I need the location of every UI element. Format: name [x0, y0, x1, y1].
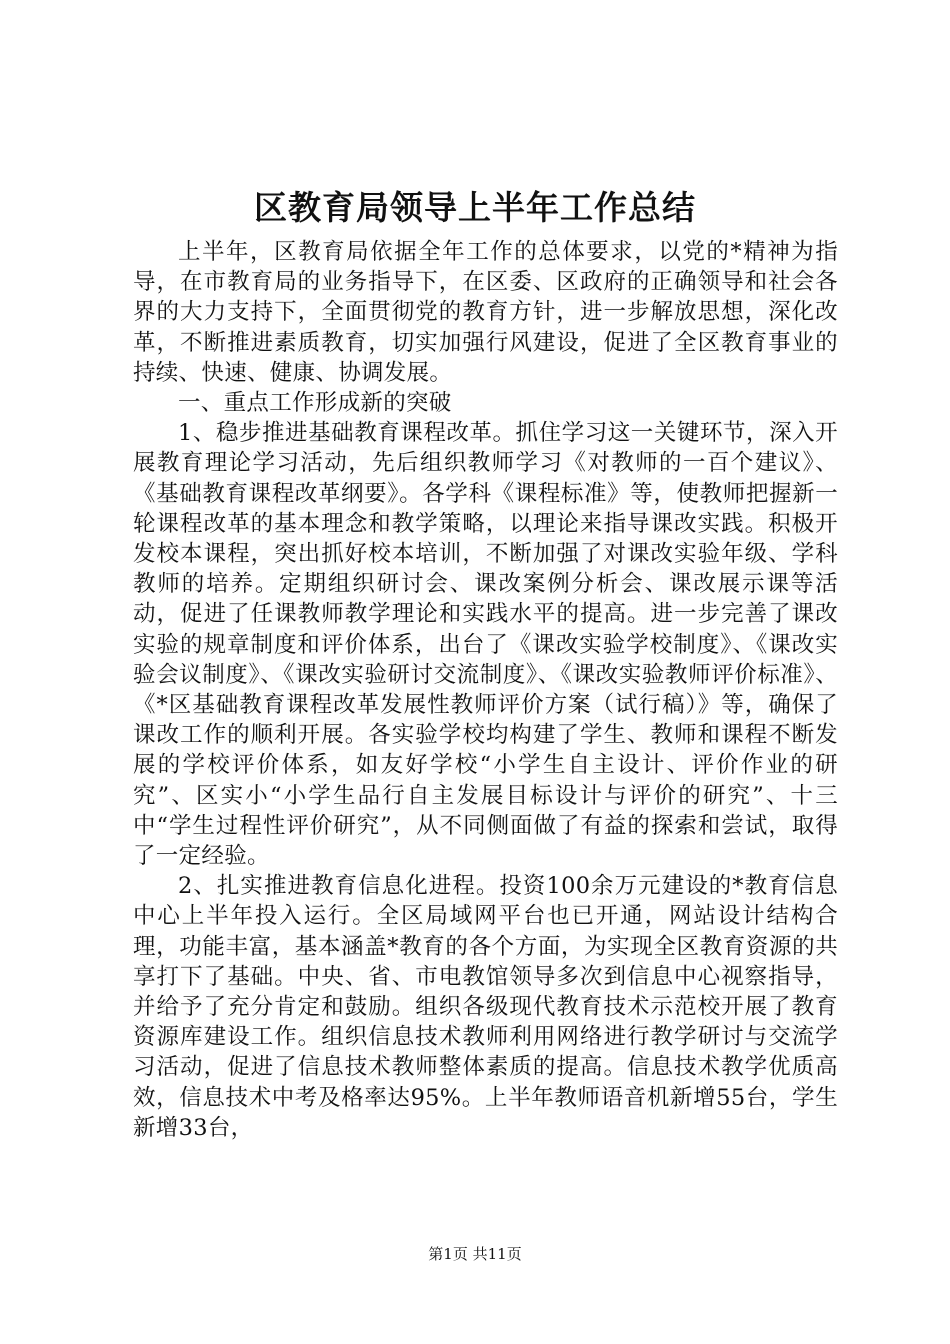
- paragraph-intro: 上半年，区教育局依据全年工作的总体要求，以党的*精神为指导，在市教育局的业务指导下，在区委、区政府的正确领导和社会各界的大力支持下，全面贯彻党的教育方针，进一步解放思想，深化改革，不断推进素质教育，切实加强行风建设，促进了全区教育事业的持续、快速、健康、协调发展。: [133, 239, 838, 386]
- document-body: [133, 237, 838, 1143]
- document-title: 区教育局领导上半年工作总结: [254, 188, 696, 227]
- paragraph-informatization: 2、扎实推进教育信息化进程。投资100余万元建设的*教育信息中心上半年投入运行。全区局域网平台也已开通，网站设计结构合理，功能丰富，基本涵盖*教育的各个方面，为实现全区教育资源的共享打下了基础。中央、省、市电教馆领导多次到信息中心视察指导，并给予了充分肯定和鼓励。组织各级现代教育技术示范校开展了教育资源库建设工作。组织信息技术教师利用网络进行教学研讨与交流学习活动，促进了信息技术教师整体素质的提高。信息技术教学优质高效，信息技术中考及格率达95%。上半年教师语音机新增55台，学生新增33台，: [133, 873, 838, 1141]
- section-heading-1: 一、重点工作形成新的突破: [178, 390, 452, 417]
- paragraph-curriculum-reform: 1、稳步推进基础教育课程改革。抓住学习这一关键环节，深入开展教育理论学习活动，先后组织教师学习《对教师的一百个建议》、《基础教育课程改革纲要》。各学科《课程标准》等，使教师把握新一轮课程改革的基本理念和教学策略，以理论来指导课改实践。积极开发校本课程，突出抓好校本培训，不断加强了对课改实验年级、学科教师的培养。定期组织研讨会、课改案例分析会、课改展示课等活动，促进了任课教师教学理论和实践水平的提高。进一步完善了课改实验的规章制度和评价体系，出台了《课改实验学校制度》、《课改实验会议制度》、《课改实验研讨交流制度》、《课改实验教师评价标准》、《*区基础教育课程改革发展性教师评价方案（试行稿）》等，确保了课改工作的顺利开展。各实验学校均构建了学生、教师和课程不断发展的学校评价体系，如友好学校“小学生自主设计、评价作业的研究”、区实小“小学生品行自主发展目标设计与评价的研究”、十三中“学生过程性评价研究”，从不同侧面做了有益的探索和尝试，取得了一定经验。: [133, 420, 838, 870]
- page-footer: 第1页 共11页: [428, 1245, 522, 1263]
